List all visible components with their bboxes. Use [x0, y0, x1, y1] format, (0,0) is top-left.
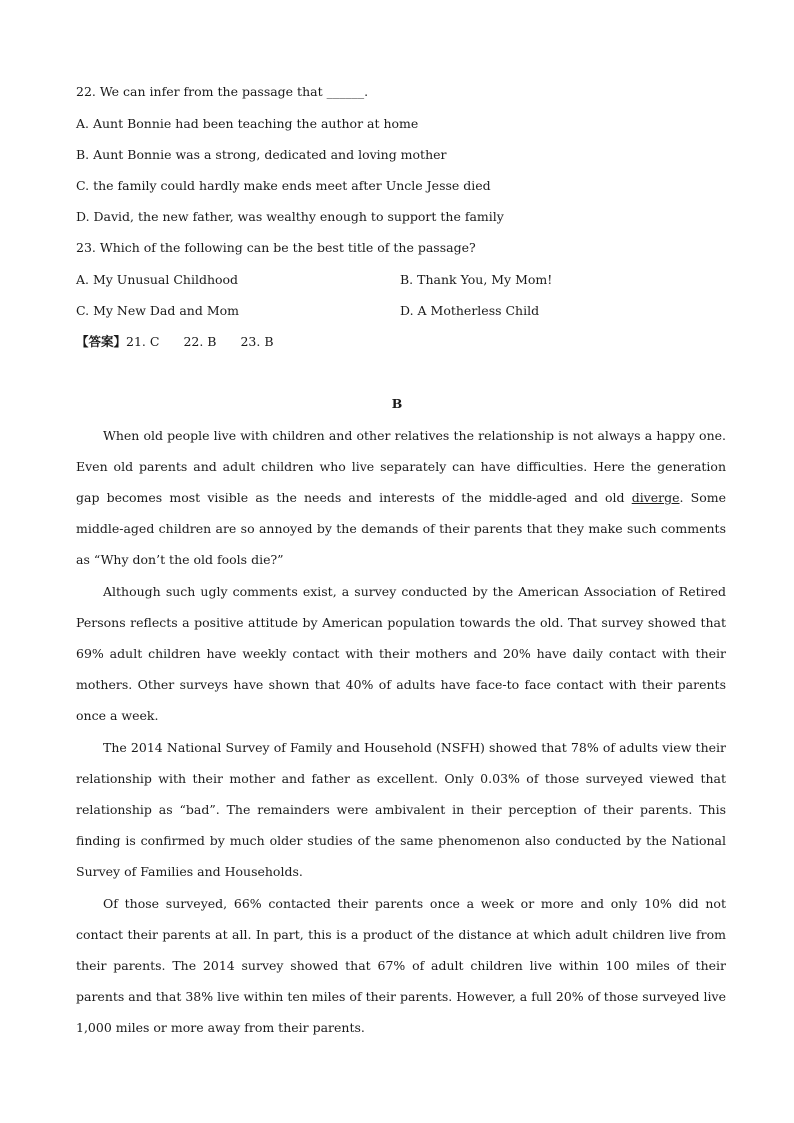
- paragraph-3: [76, 732, 726, 887]
- question-23-stem: 23. Which of the following can be the best title of the passage?: [76, 240, 476, 255]
- question-23-option-a: A. My Unusual Childhood: [76, 272, 239, 287]
- answer-22: 22. B: [183, 334, 217, 349]
- answer-21: 21. C: [126, 334, 160, 349]
- question-22-option-c: C. the family could hardly make ends meet after Uncle Jesse died: [76, 178, 491, 193]
- section-title: B: [391, 396, 403, 411]
- question-23-option-c: C. My New Dad and Mom: [76, 303, 240, 318]
- paragraph-1: [76, 420, 726, 575]
- question-22-option-a: A. Aunt Bonnie had been teaching the author at home: [76, 116, 419, 131]
- paragraph-2: [76, 576, 726, 731]
- underlined-word-diverge: diverge: [631, 490, 680, 506]
- question-22-stem: 22. We can infer from the passage that ______.: [76, 84, 369, 99]
- paragraph-1-text-after: . Some middle-aged children are so annoyed by the demands of their parents that they make such comments as “Why don’t the old fools die?”: [76, 490, 726, 568]
- question-23-option-b: B. Thank You, My Mom!: [400, 272, 553, 287]
- answer-key: [76, 334, 274, 350]
- question-22-option-d: D. David, the new father, was wealthy enough to support the family: [76, 209, 504, 224]
- question-23-option-d: D. A Motherless Child: [400, 303, 540, 318]
- paragraph-2-text: Although such ugly comments exist, a survey conducted by the American Association of Retired Persons reflects a positive attitude by American population towards the old. That survey showed that 69% adult children have weekly contact with their mothers and 20% have daily contact with their mothers. Other surveys have shown that 40% of adults have face-to face contact with their parents once a week.: [76, 584, 726, 724]
- paragraph-1-text-before: When old people live with children and other relatives the relationship is not always a happy one. Even old parents and adult children who live separately can have difficulties. Here the generation gap becomes most visible as the needs and interests of the middle-aged and old: [76, 428, 726, 506]
- paragraph-4: [76, 888, 726, 1043]
- paragraph-4-text: Of those surveyed, 66% contacted their parents once a week or more and only 10% did not contact their parents at all. In part, this is a product of the distance at which adult children live from their parents. The 2014 survey showed that 67% of adult children live within 100 miles of their parents and that 38% live within ten miles of their parents. However, a full 20% of those surveyed live 1,000 miles or more away from their parents.: [76, 896, 726, 1036]
- answer-tag: 【答案】: [76, 334, 127, 349]
- question-22-option-b: B. Aunt Bonnie was a strong, dedicated and loving mother: [76, 147, 447, 162]
- paragraph-3-text: The 2014 National Survey of Family and Household (NSFH) showed that 78% of adults view their relationship with their mother and father as excellent. Only 0.03% of those surveyed viewed that relationship as “bad”. The remainders were ambivalent in their perception of their parents. This finding is confirmed by much older studies of the same phenomenon also conducted by the National Survey of Families and Households.: [76, 740, 726, 880]
- answer-23: 23. B: [240, 334, 274, 349]
